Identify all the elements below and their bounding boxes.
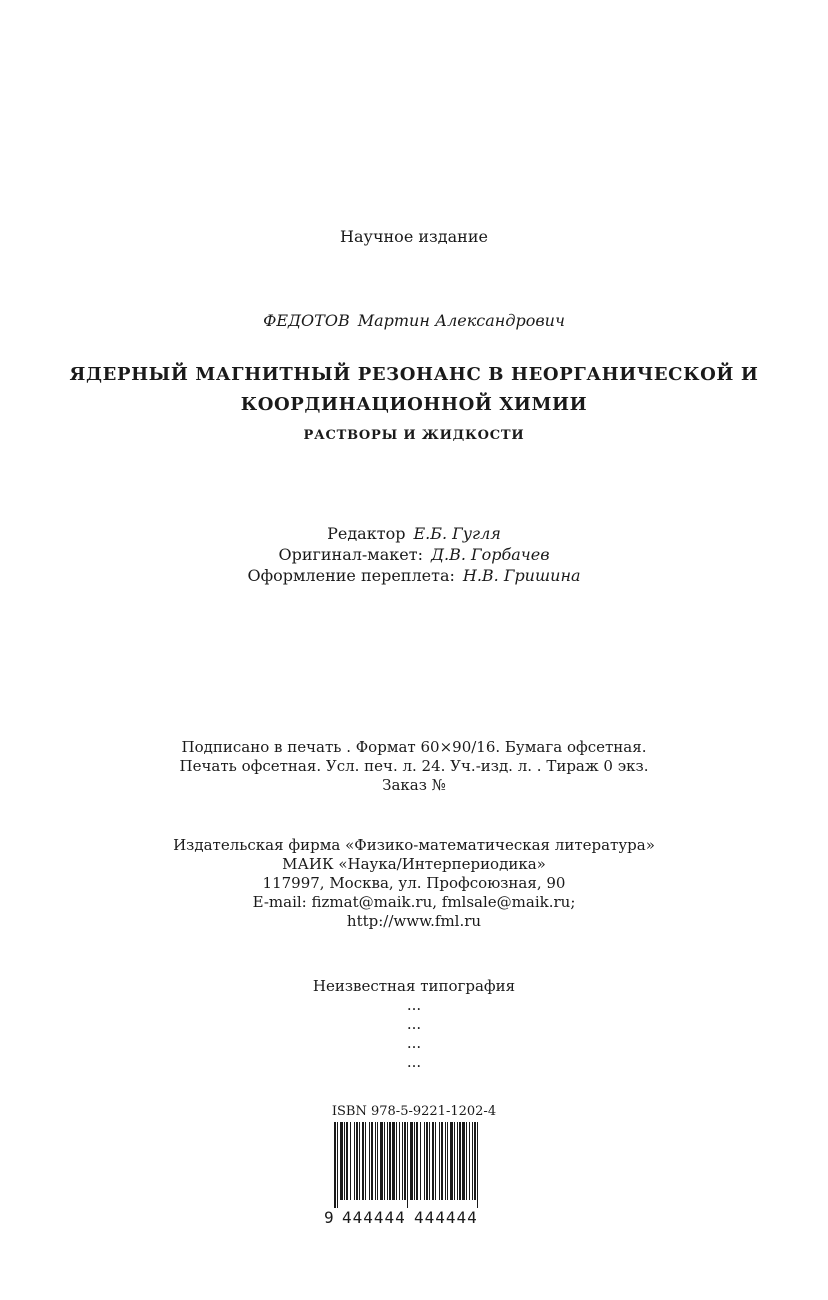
publisher-line-2: МАИК «Наука/Интерпериодика» xyxy=(282,855,546,873)
printer-name: Неизвестная типография xyxy=(312,977,516,995)
title-line-1: ЯДЕРНЫЙ МАГНИТНЫЙ РЕЗОНАНС В НЕОРГАНИЧЕСКОЙ И xyxy=(69,364,759,385)
barcode-bar xyxy=(369,1122,370,1200)
print-info-line-3: Заказ № xyxy=(382,776,446,794)
title-line-2: КООРДИНАЦИОННОЙ ХИМИИ xyxy=(240,394,588,415)
barcode-bar xyxy=(459,1122,461,1200)
barcode-bar xyxy=(389,1122,391,1200)
credit-role: Редактор xyxy=(327,524,406,543)
barcode-bar xyxy=(469,1122,470,1200)
credit-role: Оформление переплета: xyxy=(247,566,455,585)
barcode-bar xyxy=(466,1122,467,1200)
barcode-bar xyxy=(410,1122,413,1200)
barcode-bar xyxy=(340,1122,343,1200)
barcode-bar xyxy=(414,1122,415,1200)
printer-line: ... xyxy=(406,1053,422,1071)
edition-type: Научное издание xyxy=(340,227,488,246)
barcode-bar xyxy=(384,1122,385,1200)
barcode-bar xyxy=(380,1122,383,1200)
isbn: ISBN 978-5-9221-1202-4 xyxy=(331,1104,497,1119)
barcode-bar xyxy=(399,1122,400,1200)
barcode-bar xyxy=(371,1122,373,1200)
barcode-bar xyxy=(441,1122,443,1200)
barcode-bar xyxy=(447,1122,448,1200)
barcode-digits-left: 444444 xyxy=(342,1208,406,1227)
barcode-bar xyxy=(356,1122,358,1200)
publisher-website: http://www.fml.ru xyxy=(346,912,482,930)
barcode-bar xyxy=(396,1122,397,1200)
barcode xyxy=(332,1122,482,1208)
credit-editor xyxy=(0,524,828,543)
author-line xyxy=(0,311,828,330)
print-info-line-1: Подписано в печать . Формат 60×90/16. Бумага офсетная. xyxy=(181,738,647,756)
barcode-bar xyxy=(462,1122,465,1200)
barcode-bar xyxy=(429,1122,430,1200)
printer-line: ... xyxy=(406,996,422,1014)
barcode-bar xyxy=(402,1122,403,1200)
barcode-bar xyxy=(424,1122,425,1200)
barcode-first-digit: 9 xyxy=(324,1208,335,1227)
author-name: Мартин Александрович xyxy=(357,311,565,330)
barcode-bar xyxy=(359,1122,360,1200)
credit-role: Оригинал-макет: xyxy=(278,545,423,564)
publisher-line-1: Издательская фирма «Физико-математическая литература» xyxy=(173,836,655,854)
barcode-bar xyxy=(416,1122,418,1200)
barcode-bar xyxy=(435,1122,436,1200)
barcode-bar xyxy=(474,1122,476,1200)
barcode-bar xyxy=(354,1122,355,1200)
barcode-bar xyxy=(350,1122,351,1200)
barcode-bar xyxy=(387,1122,388,1200)
barcode-bar xyxy=(392,1122,395,1200)
credit-cover xyxy=(0,566,828,585)
barcode-bar xyxy=(346,1122,348,1200)
publisher-address: 117997, Москва, ул. Профсоюзная, 90 xyxy=(262,874,566,892)
barcode-bar xyxy=(445,1122,446,1200)
publisher-email: E-mail: fizmat@maik.ru, fmlsale@maik.ru; xyxy=(252,893,576,911)
barcode-bar xyxy=(439,1122,440,1200)
printer-line: ... xyxy=(406,1015,422,1033)
barcode-bar xyxy=(344,1122,345,1200)
barcode-digits-right: 444444 xyxy=(414,1208,478,1227)
barcode-bar xyxy=(477,1122,478,1208)
barcode-bar xyxy=(404,1122,406,1200)
barcode-bar xyxy=(432,1122,434,1200)
barcode-bar xyxy=(454,1122,455,1200)
barcode-bar xyxy=(407,1122,408,1208)
author-surname: ФЕДОТОВ xyxy=(263,311,350,330)
barcode-bar xyxy=(426,1122,428,1200)
barcode-bar xyxy=(375,1122,376,1200)
barcode-bar xyxy=(377,1122,378,1200)
barcode-bar xyxy=(365,1122,366,1200)
barcode-bar xyxy=(472,1122,473,1200)
barcode-bar xyxy=(337,1122,338,1208)
credit-person: Н.В. Гришина xyxy=(462,566,581,585)
credit-layout xyxy=(0,545,828,564)
barcode-bar xyxy=(420,1122,421,1200)
barcode-bar xyxy=(334,1122,336,1208)
print-info-line-2: Печать офсетная. Усл. печ. л. 24. Уч.-изд. л. . Тираж 0 экз. xyxy=(179,757,649,775)
printer-line: ... xyxy=(406,1034,422,1052)
barcode-bar xyxy=(450,1122,453,1200)
credit-person: Д.В. Горбачев xyxy=(431,545,550,564)
subtitle: РАСТВОРЫ И ЖИДКОСТИ xyxy=(303,428,525,443)
barcode-bar xyxy=(457,1122,458,1200)
credit-person: Е.Б. Гугля xyxy=(413,524,501,543)
barcode-bar xyxy=(362,1122,364,1200)
